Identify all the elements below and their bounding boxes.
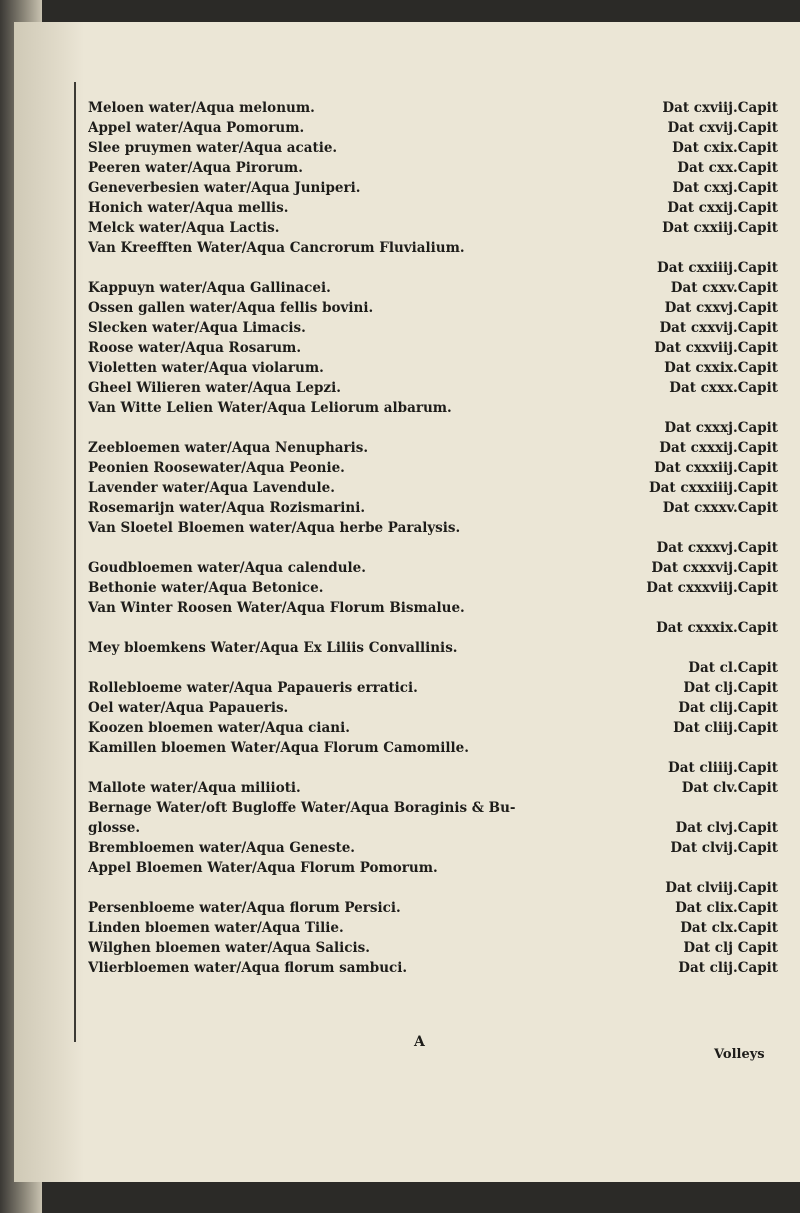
list-item [88,778,778,798]
chapter-reference: Dat cxxxviij.Capit [646,580,778,596]
book-page [14,22,800,1182]
entry-title: Ossen gallen water/Aqua fellis bovini. [88,300,374,316]
entry-title: Appel Bloemen Water/Aqua Florum Pomorum. [88,860,438,876]
list-item [88,318,778,338]
chapter-reference: Dat cxix.Capit [672,140,778,156]
chapter-reference: Dat cxxv.Capit [670,280,778,296]
list-item [88,758,778,778]
list-item [88,738,778,758]
entry-title: Melck water/Aqua Lactis. [88,220,280,236]
entry-title: Rollebloeme water/Aqua Papaueris erratici. [88,680,418,696]
list-item [88,278,778,298]
entry-title: Kappuyn water/Aqua Gallinacei. [88,280,331,296]
chapter-reference: Dat clij.Capit [678,700,778,716]
list-item [88,98,778,118]
list-item [88,518,778,538]
entry-title: Slee pruymen water/Aqua acatie. [88,140,338,156]
chapter-reference: Dat cxxviij.Capit [654,340,778,356]
list-item [88,478,778,498]
entry-title: Van Kreefften Water/Aqua Cancrorum Fluvialium. [88,240,465,256]
entry-title: Lavender water/Aqua Lavendule. [88,480,335,496]
chapter-reference: Dat cxviij.Capit [662,100,778,116]
list-item [88,338,778,358]
list-item [88,718,778,738]
entry-title: Slecken water/Aqua Limacis. [88,320,306,336]
catchword: Volleys [714,1047,765,1062]
chapter-reference: Dat clx.Capit [680,920,778,936]
entry-title: Van Witte Lelien Water/Aqua Leliorum albarum. [88,400,452,416]
list-item [88,878,778,898]
list-item [88,918,778,938]
list-item [88,218,778,238]
entry-title: Bethonie water/Aqua Betonice. [88,580,324,596]
chapter-reference: Dat clvij.Capit [670,840,778,856]
list-item [88,138,778,158]
entry-title: Gheel Wilieren water/Aqua Lepzi. [88,380,341,396]
entry-title: Linden bloemen water/Aqua Tilie. [88,920,344,936]
chapter-reference: Dat cxxxij.Capit [659,440,778,456]
list-item [88,938,778,958]
table-of-contents [88,98,778,978]
entry-title: Goudbloemen water/Aqua calendule. [88,560,366,576]
entry-title: Wilghen bloemen water/Aqua Salicis. [88,940,370,956]
entry-title: Roose water/Aqua Rosarum. [88,340,302,356]
chapter-reference: Dat cxxxj.Capit [664,420,778,436]
list-item [88,258,778,278]
chapter-reference: Dat clviij.Capit [665,880,778,896]
list-item [88,818,778,838]
list-item [88,958,778,978]
chapter-reference: Dat cxxvj.Capit [664,300,778,316]
chapter-reference: Dat cxxxiiij.Capit [648,480,778,496]
chapter-reference: Dat cxxj.Capit [672,180,778,196]
entry-title: Violetten water/Aqua violarum. [88,360,324,376]
list-item [88,538,778,558]
list-item [88,238,778,258]
entry-title: Bernage Water/oft Bugloffe Water/Aqua Boraginis & Bu- [88,800,516,816]
margin-rule [74,82,76,1042]
chapter-reference: Dat cxxiij.Capit [662,220,778,236]
chapter-reference: Dat cxxxvj.Capit [656,540,778,556]
chapter-reference: Dat cliiij.Capit [667,760,778,776]
entry-title: Persenbloeme water/Aqua florum Persici. [88,900,401,916]
chapter-reference: Dat cxxij.Capit [667,200,778,216]
list-item [88,578,778,598]
list-item [88,678,778,698]
list-item [88,858,778,878]
entry-title: Mey bloemkens Water/Aqua Ex Liliis Convallinis. [88,640,458,656]
entry-title: Van Sloetel Bloemen water/Aqua herbe Paralysis. [88,520,461,536]
chapter-reference: Dat cxxvij.Capit [659,320,778,336]
list-item [88,898,778,918]
chapter-reference: Dat cliij.Capit [673,720,778,736]
entry-title: Kamillen bloemen Water/Aqua Florum Camomille. [88,740,469,756]
signature-mark: A [414,1034,425,1050]
list-item [88,498,778,518]
list-item [88,838,778,858]
entry-title: Honich water/Aqua mellis. [88,200,289,216]
chapter-reference: Dat clj.Capit [683,680,778,696]
entry-title: Zeebloemen water/Aqua Nenupharis. [88,440,369,456]
list-item [88,798,778,818]
entry-title: Vlierbloemen water/Aqua florum sambuci. [88,960,408,976]
entry-title: Koozen bloemen water/Aqua ciani. [88,720,350,736]
chapter-reference: Dat cxxix.Capit [664,360,778,376]
chapter-reference: Dat clix.Capit [675,900,778,916]
list-item [88,618,778,638]
entry-title: Brembloemen water/Aqua Geneste. [88,840,356,856]
list-item [88,438,778,458]
list-item [88,298,778,318]
chapter-reference: Dat clj Capit [683,940,778,956]
list-item [88,558,778,578]
chapter-reference: Dat cxxxix.Capit [656,620,778,636]
chapter-reference: Dat cxxxvij.Capit [651,560,778,576]
entry-title: Peonien Roosewater/Aqua Peonie. [88,460,345,476]
list-item [88,598,778,618]
list-item [88,658,778,678]
chapter-reference: Dat clij.Capit [678,960,778,976]
chapter-reference: Dat cxx.Capit [677,160,778,176]
list-item [88,178,778,198]
chapter-reference: Dat cxxxv.Capit [662,500,778,516]
list-item [88,378,778,398]
entry-title: Geneverbesien water/Aqua Juniperi. [88,180,361,196]
list-item [88,398,778,418]
entry-title: Mallote water/Aqua miliioti. [88,780,301,796]
list-item [88,198,778,218]
chapter-reference: Dat cxxiiij.Capit [657,260,778,276]
list-item [88,418,778,438]
chapter-reference: Dat cxvij.Capit [667,120,778,136]
list-item [88,358,778,378]
list-item [88,158,778,178]
chapter-reference: Dat clvj.Capit [675,820,778,836]
entry-title: Peeren water/Aqua Pirorum. [88,160,303,176]
list-item [88,698,778,718]
entry-title: glosse. [88,820,141,836]
chapter-reference: Dat clv.Capit [681,780,778,796]
list-item [88,458,778,478]
list-item [88,118,778,138]
entry-title: Oel water/Aqua Papaueris. [88,700,289,716]
chapter-reference: Dat cl.Capit [688,660,778,676]
entry-title: Rosemarijn water/Aqua Rozismarini. [88,500,366,516]
chapter-reference: Dat cxxxiij.Capit [654,460,778,476]
list-item [88,638,778,658]
entry-title: Appel water/Aqua Pomorum. [88,120,305,136]
chapter-reference: Dat cxxx.Capit [669,380,778,396]
entry-title: Van Winter Roosen Water/Aqua Florum Bismalue. [88,600,465,616]
entry-title: Meloen water/Aqua melonum. [88,100,315,116]
